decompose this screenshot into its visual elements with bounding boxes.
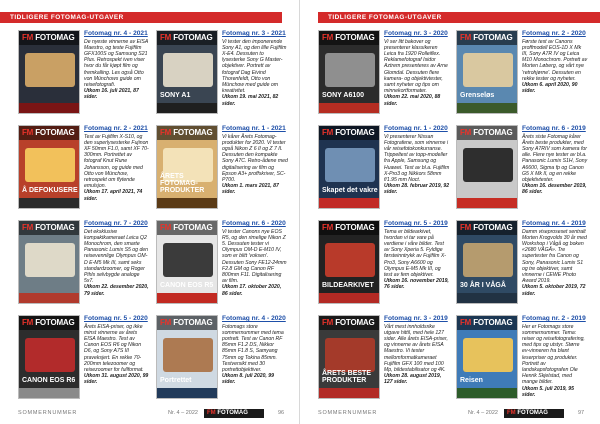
cover-image [463, 243, 513, 277]
issue-body: Test av Fujifilm X-S10, og den superlysesterke Fujinon XF 50mm F1.0, samt XF 70-300mm. Portrettet av fotograf Knut Rune Johansson, og guide med Otto von Münchow, retrospekt om flytende emulsjon. [84, 133, 149, 190]
cover-band [457, 198, 517, 208]
magazine-cover[interactable] [456, 30, 518, 114]
magazine-cover[interactable] [156, 315, 218, 399]
issue-meta: Utkom 22. mai 2020, 88 sider. [384, 94, 441, 107]
issue-title[interactable]: Fotomag nr. 1 - 2020 [384, 125, 448, 132]
cover-headline: Skapet det vakre [322, 187, 378, 194]
cover-image [163, 243, 213, 277]
cover-headline: 30 ÅR I VÅGÅ [460, 282, 506, 289]
issue-body: Årets EISA-priser, og ikke minst vinnerne av årets EISA Maestro. Test av Canon EOS R6 og Nikon D6, og Sony A7S III praveksjert. En rekke 70-200mm telezoomer og reisezoomer for fullformat. [84, 323, 144, 373]
cover-image [25, 243, 75, 277]
footer-logo: FM FOTOMAG [504, 409, 564, 418]
cover-headline: ÅRETS FOTOMAG-PRODUKTER [160, 173, 205, 194]
cover-band [157, 293, 217, 303]
issue-description [384, 220, 450, 291]
footer-logo: FM FOTOMAG [204, 409, 264, 418]
issue-body: Tema er bildearkivet, hvordan vi tar vare på verdiene i våre bilder. Test av Sony Xperia 5. Fyldige førsteinntrykk av Fujifilm X-Pro3, Sony A6600 og Olympus E-M5 Mk III, og test av fem objektiver. [384, 228, 446, 278]
cover-logo: FM FOTOMAG [160, 33, 213, 42]
cover-band [457, 388, 517, 398]
magazine-cover[interactable] [318, 315, 380, 399]
issue-description [522, 125, 588, 196]
magazine-cover[interactable] [156, 220, 218, 304]
issue-description [84, 315, 150, 386]
cover-band [157, 198, 217, 208]
issue-title[interactable]: Fotomag nr. 3 - 2020 [384, 30, 448, 37]
issue-entry [18, 315, 150, 402]
cover-band [319, 198, 379, 208]
cover-image [325, 148, 375, 182]
cover-band [457, 293, 517, 303]
issue-meta: Utkom 5. oktober 2019, 72 sider. [522, 284, 586, 297]
issue-title[interactable]: Fotomag nr. 2 - 2020 [522, 30, 586, 37]
issue-title[interactable]: Fotomag nr. 6 - 2020 [222, 220, 286, 227]
cover-band [319, 293, 379, 303]
cover-band [19, 198, 79, 208]
issue-meta: Utkom 16. november 2019, 76 sider. [384, 278, 449, 291]
issue-title[interactable]: Fotomag nr. 4 - 2019 [522, 220, 586, 227]
issue-title[interactable]: Fotomag nr. 2 - 2019 [522, 315, 586, 322]
cover-image [463, 148, 513, 182]
issue-body: Vårt mest innholdsrike utgave hittil, med hele 127 sider. Alle årets EISA-priser, og vinnerne av årets EISA Maestro. Vi tester mellomformatkameraet Fujifilm GFX 100 med 100 Mp, bildestabilisator og 4K. [384, 323, 448, 373]
magazine-cover[interactable] [456, 125, 518, 209]
cover-logo: FM FOTOMAG [322, 318, 375, 327]
magazine-cover[interactable] [18, 30, 80, 114]
cover-band [157, 103, 217, 113]
cover-logo: FM FOTOMAG [322, 33, 375, 42]
issue-body: Vi kårer Årets Fotomag-produkter for 2020. Vi tester også Nikon Z 6 II og Z 7 II. Dessuten den kompakte Sony A7C. Retro-ådene med digitalisering av film og Epson A3+ proffskriver, SC-P700. [222, 133, 288, 183]
issue-description [222, 30, 288, 107]
cover-logo: FM FOTOMAG [460, 318, 513, 327]
issue-title[interactable]: Fotomag nr. 5 - 2019 [384, 220, 448, 227]
issue-body: Vi tester Canons nye EOS R5, og den rimelige Nikon Z 5. Dessuten tester vi Olympus OM-D E-M10 IV, som er blitt 'voksen'. Dessuten Sony FE12-24mm F2.8 GM og Canon RF 800mm F11. Digitalisering av film. [222, 228, 287, 285]
issue-body: Damm viseproseset sentralt Morten Krogvolds 30 år med Workshop i Vågå og boken «2680 VÅGÅ». Tre supertester fra Canon og Sony, Panasonic Lumix S1 og tre objektiver, samt vinnerne i CEWE Photo Award 2019. [522, 228, 587, 285]
issue-entry [456, 220, 588, 307]
issue-meta: Utkom 22. desember 2020, 79 sider. [84, 284, 149, 297]
issue-entry [318, 30, 450, 117]
issue-description [84, 220, 150, 297]
issue-title[interactable]: Fotomag nr. 4 - 2021 [84, 30, 148, 37]
issue-title[interactable]: Fotomag nr. 3 - 2021 [222, 30, 286, 37]
cover-logo: FM FOTOMAG [460, 33, 513, 42]
cover-image [25, 148, 75, 182]
issue-description [522, 30, 588, 94]
magazine-cover[interactable] [18, 315, 80, 399]
cover-headline: SONY A1 [160, 92, 191, 99]
issue-entry [456, 315, 588, 402]
issue-title[interactable]: Fotomag nr. 2 - 2021 [84, 125, 148, 132]
issue-meta: Utkom 1. mars 2021, 87 sider. [222, 183, 279, 196]
issue-description [384, 315, 450, 386]
magazine-cover[interactable] [18, 220, 80, 304]
issue-description [84, 125, 150, 202]
issue-body: Vi ser litt bakover og presenterer klassikeren Leica fra 1920 Rolleiflex. Reklamefotograf Isidor Aztrem presenteres av Arne Glomdal. Dessuten flere kamera- og objektivtester, samt nyheter og tips om minnekortformater. [384, 38, 448, 95]
cover-headline: BILDEARKIVET [322, 282, 374, 289]
magazine-cover[interactable] [156, 125, 218, 209]
cover-logo: FM FOTOMAG [22, 128, 75, 137]
magazine-cover[interactable] [456, 315, 518, 399]
page-footer [318, 409, 588, 418]
issue-description [384, 125, 450, 196]
issue-body: Her er Fotomags store sommernummer. Tema: reiser og reisefotografering, med tips og utstyr. Større ev-vinneren fra blant leserpriser og produkter. Portrett av landskapsfotografen Ole Henrik Skjelstad, med mange bilder. [522, 323, 585, 386]
issue-entry [456, 30, 588, 117]
magazine-cover[interactable] [318, 220, 380, 304]
cover-headline: Å DEFOKUSERE [22, 187, 78, 194]
issue-entry [18, 30, 150, 117]
cover-logo: FM FOTOMAG [322, 128, 375, 137]
issue-meta: Utkom 8. juli 2020, 99 sider. [222, 373, 275, 386]
cover-logo: FM FOTOMAG [22, 223, 75, 232]
issue-title[interactable]: Fotomag nr. 6 - 2019 [522, 125, 586, 132]
cover-logo: FM FOTOMAG [22, 318, 75, 327]
issue-meta: Utkom 16. juli 2021, 87 sider. [84, 88, 139, 101]
cover-headline: SONY A6100 [322, 92, 365, 99]
cover-logo: FM FOTOMAG [160, 223, 213, 232]
cover-headline: Grenseløs [460, 92, 495, 99]
cover-logo: FM FOTOMAG [460, 223, 513, 232]
footer-issue: Nr. 4 – 2022 [168, 410, 198, 416]
cover-headline: ÅRETS BESTE PRODUKTER [322, 370, 372, 384]
issue-description [222, 315, 288, 386]
cover-image [25, 338, 75, 372]
issue-entry [318, 315, 450, 402]
issue-entry [156, 220, 288, 307]
issue-meta: Utkom 28. august 2019, 127 sider. [384, 373, 442, 386]
issue-meta: Utkom 17. oktober 2020, 86 sider. [222, 284, 282, 297]
issue-entry [156, 315, 288, 402]
issue-entry [156, 125, 288, 212]
page-number: 96 [278, 410, 285, 416]
cover-headline: CANON EOS R5 [160, 282, 214, 289]
issue-body: De nyeste vinnerne av EISA Maestro, og teste Fujifilm GFX100S og Samsung S21 Plus. Retrospekt iven viser hvor du får kjøpt film og fremkalling. Les også Otto von Münchows guide om reisefotografi. [84, 38, 149, 88]
issue-meta: Utkom 17. april 2021, 74 sider. [84, 189, 143, 202]
cover-image [325, 338, 375, 372]
issue-meta: Utkom 6. april 2020, 90 sider. [522, 81, 578, 95]
issue-meta: Utkom 16. desember 2019, 86 sider. [522, 183, 587, 196]
issue-entry [318, 220, 450, 307]
magazine-cover[interactable] [18, 125, 80, 209]
cover-band [19, 103, 79, 113]
footer-magazine: SOMMERNUMMER [18, 410, 78, 416]
issue-description [222, 220, 288, 297]
issue-meta: Utkom 5. juli 2019, 95 sider. [522, 385, 575, 398]
cover-logo: FM FOTOMAG [322, 223, 375, 232]
issue-body: Fotomags store sommernummer med tema portrett. Test av Canon RF 85mm F1.2 DS, Nikkor 85mm F1.8 S, Samyang 75mm og Tokina 85mm. Testversikt med 30 portrettobjektiver. [222, 323, 284, 373]
section-banner: TIDLIGERE FOTOMAG-UTGAVER [0, 12, 282, 23]
footer-magazine: SOMMERNUMMER [318, 410, 378, 416]
cover-headline: CANON EOS R6 [22, 377, 76, 384]
issue-body: Årets siste Fotomag kårer Årets beste produkter, med Sony A7RIV som kamera for alle. Flere nye tester av bl.a. Panasonic Lumix S1H, Sony A6600, Sigma fp og Canon G5 X Mk II, og en rekke objektivtester. [522, 133, 588, 183]
cover-image [325, 243, 375, 277]
magazine-cover[interactable] [318, 30, 380, 114]
cover-logo: FM FOTOMAG [22, 33, 75, 42]
footer-issue: Nr. 4 – 2022 [468, 410, 498, 416]
issue-entry [156, 30, 288, 117]
cover-logo: FM FOTOMAG [160, 128, 213, 137]
issue-description [384, 30, 450, 107]
issue-description [522, 315, 588, 398]
issue-meta: Utkom 19. mai 2021, 82 sider. [222, 94, 279, 107]
magazine-cover[interactable] [156, 30, 218, 114]
issue-entry [456, 125, 588, 212]
issue-entry [18, 125, 150, 212]
cover-image [163, 338, 213, 372]
issue-title[interactable]: Fotomag nr. 4 - 2020 [222, 315, 286, 322]
cover-headline: Reisen [460, 377, 483, 384]
cover-band [19, 388, 79, 398]
issue-body: Det eksklusive kompaktkameraet Leica Q2 Monochrom, den smarte Panasonic Lumix S5 og den reisevennlige Olympus OM-D E-M5 Mk III, samt seks standardzoomer, og Roger Pihls selvbygde analoge 5x7. [84, 228, 149, 285]
cover-band [457, 103, 517, 113]
magazine-cover[interactable] [318, 125, 380, 209]
right-page [300, 0, 600, 424]
issue-title[interactable]: Fotomag nr. 3 - 2019 [384, 315, 448, 322]
cover-band [319, 388, 379, 398]
page-number: 97 [578, 410, 585, 416]
cover-headline: Portrettet [160, 377, 192, 384]
cover-image [463, 338, 513, 372]
cover-logo: FM FOTOMAG [460, 128, 513, 137]
magazine-cover[interactable] [456, 220, 518, 304]
issue-entry [318, 125, 450, 212]
issue-entry [18, 220, 150, 307]
cover-image [463, 53, 513, 87]
cover-image [163, 53, 213, 87]
cover-image [325, 53, 375, 87]
cover-logo: FM FOTOMAG [160, 318, 213, 327]
issue-title[interactable]: Fotomag nr. 7 - 2020 [84, 220, 148, 227]
issue-title[interactable]: Fotomag nr. 5 - 2020 [84, 315, 148, 322]
issue-body: Vi presenterer Nissan Fotografene, som vinnerne i vår reisefotokonkurranse. Trippeltest av topp-modeller fra Apple, Samsung og Huawei. Test av bl.a. Fujifilm X-Pro3 og Nikkors 58mm f/1.95 mm Noct. [384, 133, 450, 183]
issue-description [222, 125, 288, 196]
issue-body: Første test av Canons proffmodell EOS-1D X Mk III, Sony A7R IV og Leica M10 Monochrom. Portrett av Morten Løberg, og vårt nye 'retrohjørne'. Dessuten en rekke tester og nyheter. [522, 38, 588, 82]
cover-band [319, 103, 379, 113]
issue-description [84, 30, 150, 101]
issue-title[interactable]: Fotomag nr. 1 - 2021 [222, 125, 286, 132]
section-banner: TIDLIGERE FOTOMAG-UTGAVER [318, 12, 600, 23]
cover-band [157, 388, 217, 398]
issue-meta: Utkom 28. februar 2019, 92 sider. [384, 183, 450, 196]
issue-body: Vi tester den imponerende Sony A1, og den lille Fujifilm X-E4. Dessuten to lysesterke Sony G Master-objektiver. Portrett av fotograf Dag Eivind Thorenfeldt, Otto von Münchow med guide om kreativitet. [222, 38, 287, 95]
cover-band [19, 293, 79, 303]
issue-meta: Utkom 31. august 2020, 99 sider. [84, 373, 149, 386]
page-footer [18, 409, 288, 418]
issue-description [522, 220, 588, 297]
cover-image [25, 53, 75, 87]
